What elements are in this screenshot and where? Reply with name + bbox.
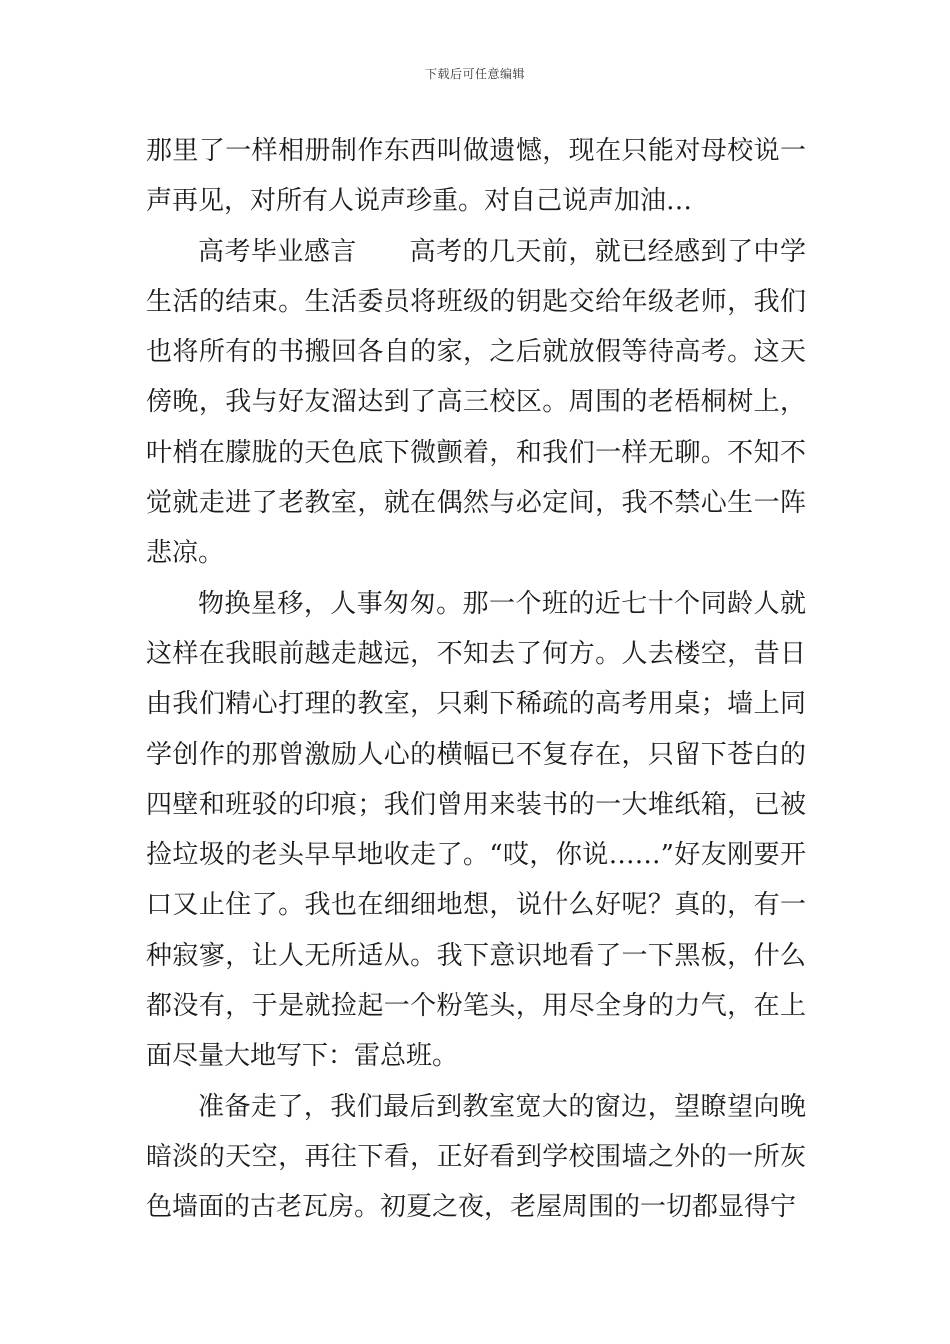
paragraph-3: 物换星移，人事匆匆。那一个班的近七十个同龄人就这样在我眼前越走越远，不知去了何方。人去楼空，昔日由我们精心打理的教室，只剩下稀疏的高考用桌；墙上同学创作的那曾激励人心的横幅已不复存在，只留下苍白的四壁和班驳的印痕；我们曾用来装书的一大堆纸箱，已被捡垃圾的老头早早地收走了。“哎，你说……”好友刚要开口又止住了。我也在细细地想，说什么好呢？真的，有一种寂寥，让人无所适从。我下意识地看了一下黑板，什么都没有，于是就捡起一个粉笔头，用尽全身的力气，在上面尽量大地写下：雷总班。 — [146, 588, 806, 1072]
page-header: 下载后可任意编辑 — [424, 67, 525, 81]
paragraph-1: 那里了一样相册制作东西叫做遗憾，现在只能对母校说一声再见，对所有人说声珍重。对自己说声加油… — [146, 136, 806, 217]
paragraph-2: 高考毕业感言 高考的几天前，就已经感到了中学生活的结束。生活委员将班级的钥匙交给年级老师，我们也将所有的书搬回各自的家，之后就放假等待高考。这天傍晚，我与好友溜达到了高三校区。周围的老梧桐树上，叶梢在朦胧的天色底下微颤着，和我们一样无聊。不知不觉就走进了老教室，就在偶然与必定间，我不禁心生一阵悲凉。 — [146, 236, 806, 569]
paragraph-4: 准备走了，我们最后到教室宽大的窗边，望瞭望向晚暗淡的天空，再往下看，正好看到学校围墙之外的一所灰色墙面的古老瓦房。初夏之夜，老屋周围的一切都显得宁 — [146, 1091, 806, 1223]
article-body — [146, 126, 806, 1233]
